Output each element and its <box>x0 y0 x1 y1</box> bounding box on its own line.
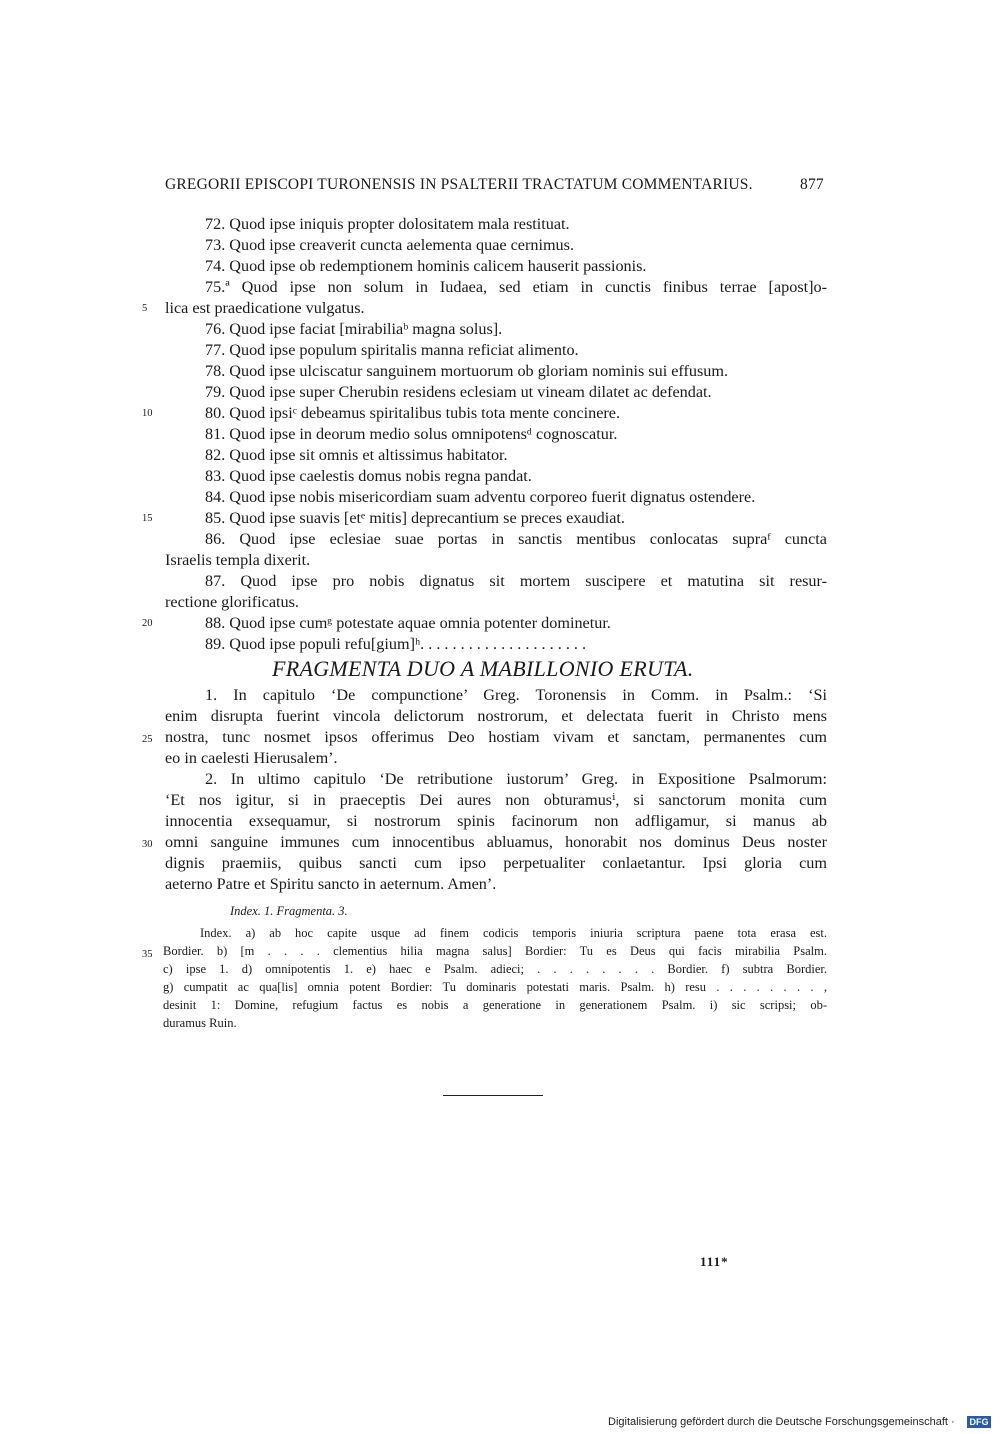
margin-line-number: 15 <box>142 513 153 524</box>
fragment-line: omni sanguine immunes cum innocentibus abluamus, honorabit nos dominus Deus noster <box>165 833 827 851</box>
section-title: FRAGMENTA DUO A MABILLONIO ERUTA. <box>272 656 694 681</box>
fragment-line: aeterno Patre et Spiritu sancto in aeternum. Amen’. <box>165 875 497 893</box>
folio-number: 111* <box>700 1254 729 1269</box>
text-line: 81. Quod ipse in deorum medio solus omnipotensᵈ cognoscatur. <box>205 425 618 443</box>
text-line: 85. Quod ipse suavis [etᵉ mitis] deprecantium se preces exaudiat. <box>205 509 625 527</box>
fragment-line: innocentia exsequamur, si nostrorum spinis facinorum non adfligamur, si manus ab <box>165 812 827 830</box>
margin-line-number: 5 <box>142 303 148 314</box>
fragment-line: nostra, tunc nosmet ipsos offerimus Deo hostiam vivam et sanctam, permanentes cum <box>165 728 827 746</box>
section-divider <box>443 1095 543 1096</box>
footnote-line: c) ipse 1. d) omnipotentis 1. e) haec e Psalm. adieci; . . . . . . . . Bordier. f) subtra Bordier. <box>163 962 827 976</box>
footnote-line: duramus Ruin. <box>163 1016 237 1030</box>
text-line: 87. Quod ipse pro nobis dignatus sit mortem suscipere et matutina sit resur- <box>205 572 827 590</box>
footnote-line: Bordier. b) [m . . . . clementius hilia magna salus] Bordier: Tu es Deus qui facis mirabilia Psalm. <box>163 944 827 958</box>
margin-line-number: 35 <box>142 949 153 960</box>
fragment-line: ‘Et nos igitur, si in praeceptis Dei aures non obturamusⁱ, si sanctorum monita cum <box>165 791 827 809</box>
margin-line-number: 20 <box>142 618 153 629</box>
page-number: 877 <box>800 176 824 193</box>
footnote-line: Index. a) ab hoc capite usque ad finem codicis temporis iniuria scriptura paene tota erasa est. <box>200 926 827 940</box>
text-line: 74. Quod ipse ob redemptionem hominis calicem hauserit passionis. <box>205 257 647 275</box>
text-line: 75.ª Quod ipse non solum in Iudaea, sed etiam in cunctis finibus terrae [apost]o- <box>205 278 827 296</box>
text-line: Israelis templa dixerit. <box>165 551 311 569</box>
text-line: 88. Quod ipse cumᵍ potestate aquae omnia potenter dominetur. <box>205 614 611 632</box>
text-line: 86. Quod ipse eclesiae suae portas in sanctis mentibus conlocatas supraᶠ cuncta <box>205 530 827 548</box>
margin-line-number: 10 <box>142 408 153 419</box>
text-line: 77. Quod ipse populum spiritalis manna reficiat alimento. <box>205 341 579 359</box>
fragment-line: 1. In capitulo ‘De compunctione’ Greg. Toronensis in Comm. in Psalm.: ‘Si <box>205 686 827 704</box>
text-line: 78. Quod ipse ulciscatur sanguinem mortuorum ob gloriam nominis sui effusum. <box>205 362 729 380</box>
text-line: lica est praedicatione vulgatus. <box>165 299 365 317</box>
fragment-line: eo in caelesti Hierusalem’. <box>165 749 338 767</box>
fragment-line: dignis praemiis, quibus sancti cum ipso perpetualiter conlaetantur. Ipsi gloria cum <box>165 854 827 872</box>
text-line: 83. Quod ipse caelestis domus nobis regna pandat. <box>205 467 532 485</box>
text-line: 72. Quod ipse iniquis propter dolositatem mala restituat. <box>205 215 570 233</box>
margin-line-number: 30 <box>142 839 153 850</box>
running-title: GREGORII EPISCOPI TURONENSIS IN PSALTERII TRACTATUM COMMENTARIUS. <box>165 176 753 193</box>
sources-line: Index. 1. Fragmenta. 3. <box>230 904 348 918</box>
text-line: 89. Quod ipse populi refu[gium]ʰ. . . . . . . . . . . . . . . . . . . . . <box>205 635 587 653</box>
text-line: 79. Quod ipse super Cherubin residens eclesiam ut vineam dilatet ac defendat. <box>205 383 712 401</box>
fragment-line: 2. In ultimo capitulo ‘De retributione iustorum’ Greg. in Expositione Psalmorum: <box>205 770 827 788</box>
margin-line-number: 25 <box>142 734 153 745</box>
text-line: 80. Quod ipsiᶜ debeamus spiritalibus tubis tota mente concinere. <box>205 404 621 422</box>
footnote-line: g) cumpatit ac qua[lis] omnia potent Bordier: Tu dominaris potestati maris. Psalm. h) resu . . . . . . . . , <box>163 980 827 994</box>
footnote-line: desinit 1: Domine, refugium factus es nobis a generatione in generationem Psalm. i) sic scripsi; ob- <box>163 998 827 1012</box>
text-line: rectione glorificatus. <box>165 593 299 611</box>
fragment-line: enim disrupta fuerint vincola delictorum nostrorum, et delectata fuerit in Christo mens <box>165 707 827 725</box>
text-line: 73. Quod ipse creaverit cuncta aelementa quae cernimus. <box>205 236 575 254</box>
text-line: 76. Quod ipse faciat [mirabiliaᵇ magna solus]. <box>205 320 503 338</box>
text-line: 82. Quod ipse sit omnis et altissimus habitator. <box>205 446 508 464</box>
dfg-logo-icon: DFG <box>967 1416 991 1428</box>
text-line: 84. Quod ipse nobis misericordiam suam adventu corporeo fuerit dignatus ostendere. <box>205 488 756 506</box>
digitization-credit: Digitalisierung gefördert durch die Deutsche Forschungsgemeinschaft · <box>608 1416 955 1428</box>
